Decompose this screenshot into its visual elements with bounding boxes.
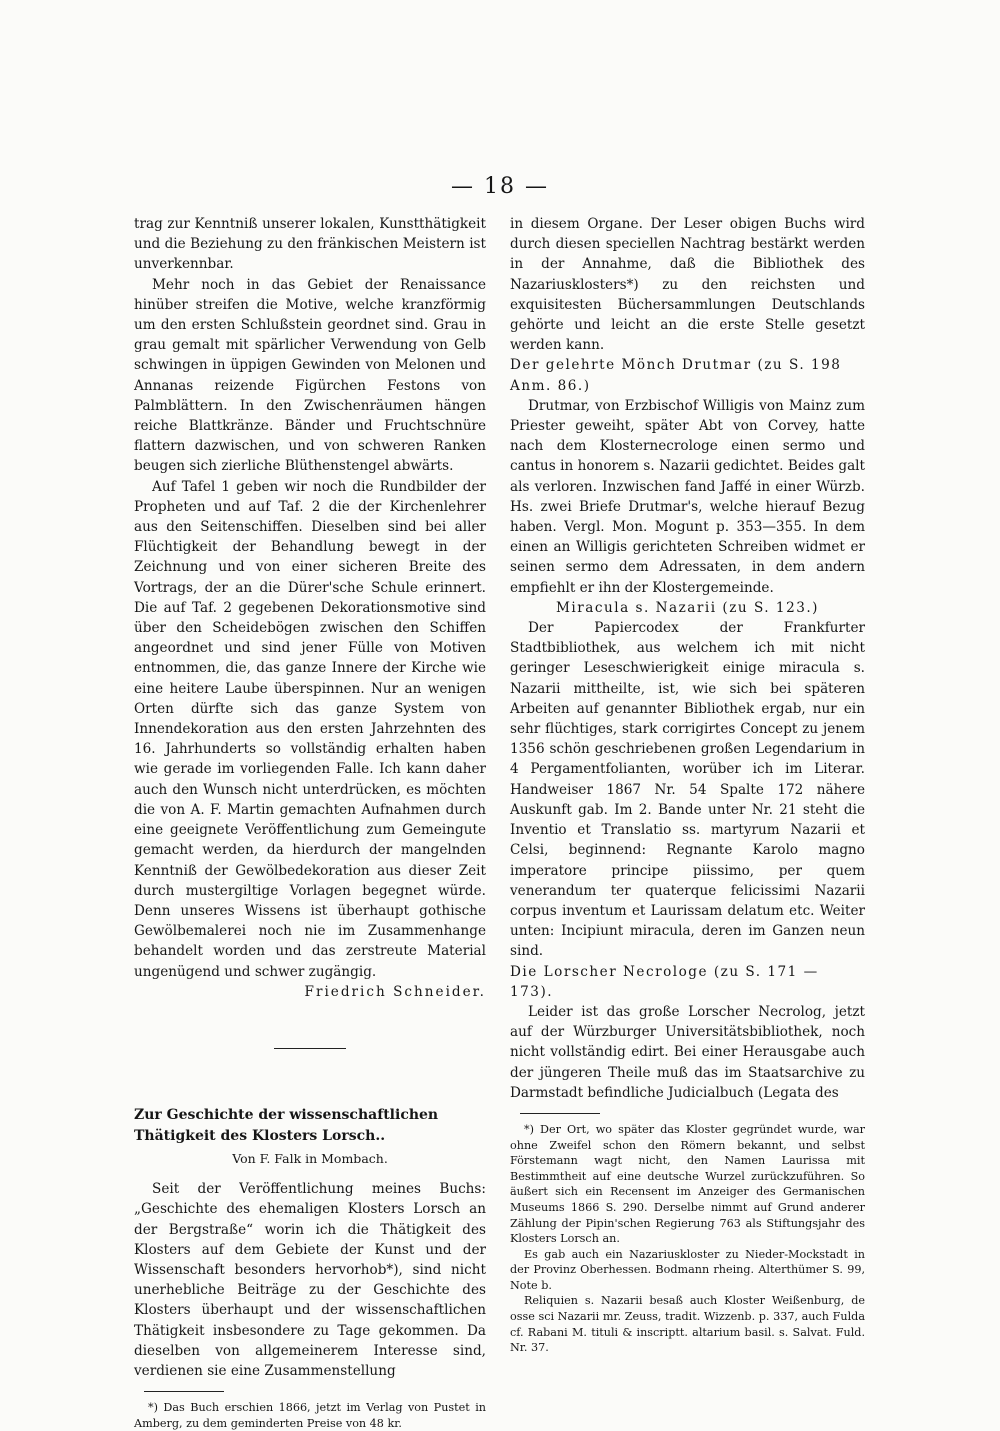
- left-column: [134, 214, 486, 1431]
- section-heading: Miracula s. Nazarii (zu S. 123.): [556, 599, 819, 616]
- footnote: *) Der Ort, wo später das Kloster gegründet wurde, war ohne Zweifel schon den Römern bekannt, und selbst Förstemann wagt nicht, den Namen Laurissa mit Bestimmtheit auf eine deutsche Wurzel zurückzuführen. So äußert sich ein Recensent im Anzeiger des Germanischen Museums 1866 S. 290. Derselbe nimmt auf Grund anderer Zählung der Pipin'schen Regierung 763 als Stiftungsjahr des Klosters Lorsch an.: [510, 1122, 865, 1246]
- footnote: *) Das Buch erschien 1866, jetzt im Verlag von Pustet in Amberg, zu dem geminderten Preise von 48 kr.: [134, 1401, 486, 1430]
- section-divider: [274, 1048, 346, 1049]
- body-paragraph: Drutmar, von Erzbischof Willigis von Mainz zum Priester geweiht, später Abt von Corvey, hatte nach dem Klosternecrologe einen sermo und cantus in honorem s. Nazarii gedichtet. Beides galt als verloren. Inzwischen fand Jaffé in einer Würzb. Hs. zwei Briefe Drutmar's, welche hierauf Bezug haben. Vergl. Mon. Mogunt p. 353—355. In dem einen an Willigis gerichteten Schreiben widmet er seinen sermo dem Adressaten, in dem andern empfiehlt er ihn der Klostergemeinde.: [510, 397, 865, 596]
- footnote: Es gab auch ein Nazariuskloster zu Nieder-Mockstadt in der Provinz Oberhessen. Bodmann rheing. Alterthümer S. 99, Note b.: [510, 1247, 865, 1292]
- right-column: [510, 214, 865, 1356]
- section-heading: Die Lorscher Necrologe (zu S. 171 — 173).: [510, 963, 819, 1000]
- body-paragraph: Auf Tafel 1 geben wir noch die Rundbilder der Propheten und auf Taf. 2 die der Kirchenlehrer aus den Seitenschiffen. Dieselben sind bei aller Flüchtigkeit der Behandlung bewegt in der Zeichnung und von einer sicheren Breite des Vortrags, der an die Dürer'sche Schule erinnert. Die auf Taf. 2 gegebenen Dekorationsmotive sind über den Scheidebögen zwischen den Schiffen angeordnet und sind jener Fülle von Motiven entnommen, die, das ganze Innere der Kirche wie eine heitere Laube überspinnen. Nur an wenigen Orten dürfte sich das ganze System von Innendekoration aus den ersten Jahrzehnten des 16. Jahrhunderts so vollständig erhalten haben wie gerade im vorliegenden Falle. Ich kann daher auch den Wunsch nicht unterdrücken, es möchten die von A. F. Martin gemachten Aufnahmen durch eine geeignete Veröffentlichung zum Gemeingute gemacht werden, da hierdurch der mangelnden Kenntniß der Gewölbedekoration aus dieser Zeit durch mustergiltige Vorlagen begegnet würde. Denn unseres Wissens ist überhaupt gothische Gewölbemalerei noch nie im Zusammenhange behandelt worden und das zerstreute Material ungenügend und schwer zugängig.: [134, 478, 486, 980]
- page-number: — 18 —: [451, 174, 549, 199]
- footnote-divider: [520, 1113, 600, 1114]
- author-signature: Friedrich Schneider.: [304, 983, 486, 1000]
- article-byline: Von F. Falk in Mombach.: [232, 1150, 388, 1166]
- body-paragraph: Mehr noch in das Gebiet der Renaissance hinüber streifen die Motive, welche kranzförmig um den ersten Schlußstein geordnet sind. Grau in grau gemalt mit spärlicher Verwendung von Gelb schwingen in üppigen Gewinden von Melonen und Annanas reizende Figürchen Festons von Palmblättern. In den Zwischenräumen hängen reiche Blattkränze. Bänder und Fruchtschnüre flattern dazwischen, und von schweren Ranken beugen sich zierliche Blüthenstengel abwärts.: [134, 276, 486, 475]
- footnote: Reliquien s. Nazarii besaß auch Kloster Weißenburg, de osse sci Nazarii mr. Zeuss, tradit. Wizzenb. p. 337, auch Fulda cf. Rabani M. tituli & inscriptt. altarium basil. s. Salvat. Fuld. Nr. 37.: [510, 1294, 865, 1355]
- body-paragraph: trag zur Kenntniß unserer lokalen, Kunstthätigkeit und die Beziehung zu den fränkischen Meistern ist unverkennbar.: [134, 216, 486, 273]
- footnote-divider: [144, 1391, 224, 1392]
- body-paragraph: in diesem Organe. Der Leser obigen Buchs wird durch diesen speciellen Nachtrag bestärkt werden in der Annahme, daß die Bibliothek des Nazariusklosters*) zu den reichsten und exquisitesten Büchersammlungen Deutschlands gehörte und leicht an die erste Stelle gesetzt werden kann.: [510, 216, 865, 354]
- article-title: Zur Geschichte der wissenschaftlichen Thätigkeit des Klosters Lorsch..: [134, 1106, 439, 1144]
- body-paragraph: Seit der Veröffentlichung meines Buchs: „Geschichte des ehemaligen Klosters Lorsch an der Bergstraße“ worin ich die Thätigkeit des Klosters auf dem Gebiete der Kunst und der Wissenschaft besonders hervorhob*), sind nicht unerhebliche Beiträge zu der Geschichte des Klosters überhaupt und der wissenschaftlichen Thätigkeit insbesondere zu Tage gekommen. Da dieselben von allgemeinerem Interesse sind, verdienen sie eine Zusammenstellung: [134, 1181, 486, 1379]
- section-heading: Der gelehrte Mönch Drutmar (zu S. 198 Anm. 86.): [510, 357, 842, 394]
- body-paragraph: Leider ist das große Lorscher Necrolog, jetzt auf der Würzburger Universitätsbibliothek, noch nicht vollständig edirt. Bei einer Herausgabe auch der jüngeren Theile muß das im Staatsarchive zu Darmstadt befindliche Judicialbuch (Legata des: [510, 1003, 865, 1101]
- body-paragraph: Der Papiercodex der Frankfurter Stadtbibliothek, aus welchem ich mit nicht geringer Leseschwierigkeit einige miracula s. Nazarii mittheilte, ist, wie sich bei späteren Arbeiten auf genannter Bibliothek ergab, nur ein sehr flüchtiges, stark corrigirtes Concept zu jenem 1356 schön geschriebenen großen Legendarium in 4 Pergamentfolianten, worüber ich im Literar. Handweiser 1867 Nr. 54 Spalte 172 nähere Auskunft gab. Im 2. Bande unter Nr. 21 steht die Inventio et Translatio ss. martyrum Nazarii et Celsi, beginnend: Regnante Karolo magno imperatore principe piissimo, per quem venerandum ter quaterque felicissimi Nazarii corpus inventum et Laurissam delatum etc. Weiter unten: Incipiunt miracula, deren im Ganzen neun sind.: [510, 620, 865, 960]
